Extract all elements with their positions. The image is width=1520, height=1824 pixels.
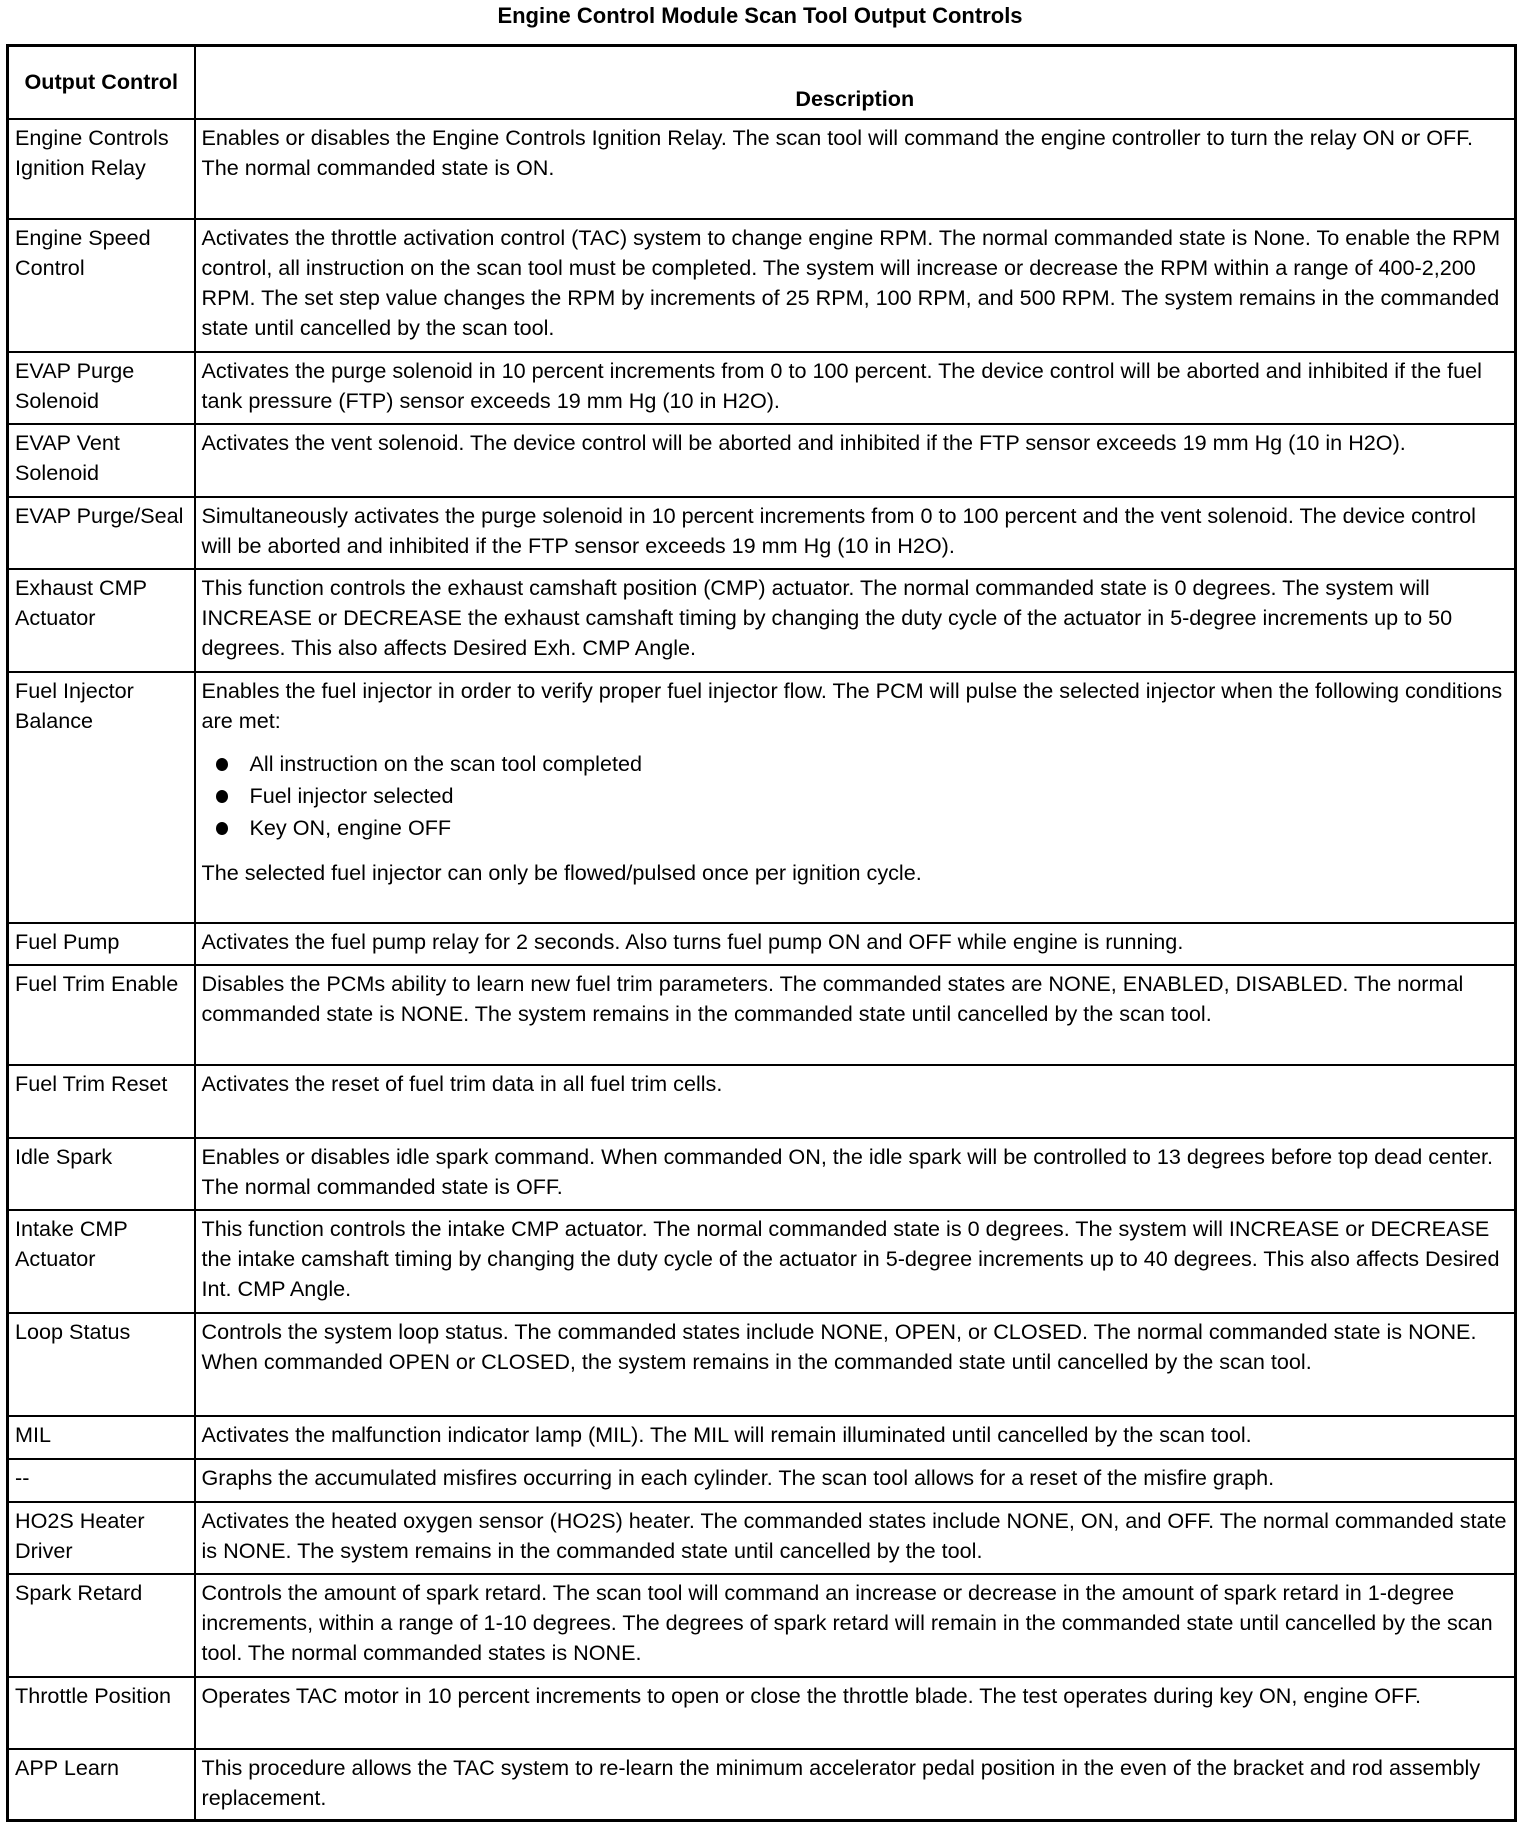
output-controls-table [6, 44, 1517, 1822]
description-cell: Activates the malfunction indicator lamp (MIL). The MIL will remain illuminated until cancelled by the scan tool. [195, 1416, 1516, 1459]
header-output-control: Output Control [8, 46, 195, 119]
output-control-cell: Loop Status [8, 1313, 195, 1416]
output-control-cell: APP Learn [8, 1749, 195, 1821]
table-row [8, 119, 1516, 219]
output-control-cell: Exhaust CMP Actuator [8, 569, 195, 672]
output-control-cell: Fuel Trim Reset [8, 1065, 195, 1138]
description-cell: Controls the amount of spark retard. The scan tool will command an increase or decrease in the amount of spark retard in 1-degree increments, within a range of 1-10 degrees. The degrees of spark retard will remain in the commanded state until cancelled by the scan tool. The normal commanded states is NONE. [195, 1574, 1516, 1677]
description-cell: Activates the fuel pump relay for 2 seconds. Also turns fuel pump ON and OFF while engine is running. [195, 923, 1516, 965]
output-control-cell: -- [8, 1459, 195, 1502]
table-row [8, 569, 1516, 672]
description-cell: Enables or disables the Engine Controls Ignition Relay. The scan tool will command the engine controller to turn the relay ON or OFF. The normal commanded state is ON. [195, 119, 1516, 219]
description-text: Enables the fuel injector in order to verify proper fuel injector flow. The PCM will pulse the selected injector when the following conditions are met: [201, 677, 1503, 733]
description-cell: This function controls the intake CMP actuator. The normal commanded state is 0 degrees. The system will INCREASE or DECREASE the intake camshaft timing by changing the duty cycle of the actuator in 5-degree increments up to 40 degrees. This also affects Desired Int. CMP Angle. [195, 1210, 1516, 1313]
output-control-cell: EVAP Purge/Seal [8, 497, 195, 569]
header-row [8, 46, 1516, 119]
description-cell: This procedure allows the TAC system to re-learn the minimum accelerator pedal position in the even of the bracket and rod assembly replacement. [195, 1749, 1516, 1821]
description-cell: Activates the reset of fuel trim data in all fuel trim cells. [195, 1065, 1516, 1138]
description-cell: This function controls the exhaust camshaft position (CMP) actuator. The normal commanded state is 0 degrees. The system will INCREASE or DECREASE the exhaust camshaft timing by changing the duty cycle of the actuator in 5-degree increments up to 50 degrees. This also affects Desired Exh. CMP Angle. [195, 569, 1516, 672]
description-cell [195, 672, 1516, 923]
description-cell: Activates the vent solenoid. The device control will be aborted and inhibited if the FTP sensor exceeds 19 mm Hg (10 in H2O). [195, 424, 1516, 497]
table-row [8, 923, 1516, 965]
output-control-cell: Throttle Position [8, 1677, 195, 1749]
condition-item: Key ON, engine OFF [250, 812, 1509, 844]
condition-list [202, 748, 1509, 844]
description-cell: Operates TAC motor in 10 percent increments to open or close the throttle blade. The test operates during key ON, engine OFF. [195, 1677, 1516, 1749]
table-row [8, 1416, 1516, 1459]
table-row [8, 1313, 1516, 1416]
description-cell: Activates the purge solenoid in 10 percent increments from 0 to 100 percent. The device control will be aborted and inhibited if the fuel tank pressure (FTP) sensor exceeds 19 mm Hg (10 in H2O). [195, 352, 1516, 424]
output-control-cell: Engine Speed Control [8, 219, 195, 352]
output-control-cell: Fuel Injector Balance [8, 672, 195, 923]
condition-item: All instruction on the scan tool completed [250, 748, 1509, 780]
table-row [8, 352, 1516, 424]
table-row [8, 1065, 1516, 1138]
table-row [8, 965, 1516, 1065]
table-title: Engine Control Module Scan Tool Output Controls [497, 3, 1023, 28]
output-control-cell: EVAP Purge Solenoid [8, 352, 195, 424]
header-description: Description [195, 46, 1516, 119]
output-control-cell: Fuel Pump [8, 923, 195, 965]
description-footer: The selected fuel injector can only be flowed/pulsed once per ignition cycle. [201, 859, 922, 885]
output-control-cell: Spark Retard [8, 1574, 195, 1677]
table-row [8, 1138, 1516, 1210]
table-row [8, 497, 1516, 569]
output-control-cell: Fuel Trim Enable [8, 965, 195, 1065]
output-control-cell: Engine Controls Ignition Relay [8, 119, 195, 219]
table-row [8, 424, 1516, 497]
output-control-cell: EVAP Vent Solenoid [8, 424, 195, 497]
description-cell: Activates the heated oxygen sensor (HO2S) heater. The commanded states include NONE, ON, and OFF. The normal commanded state is NONE. The system remains in the commanded state until cancelled by the tool. [195, 1502, 1516, 1574]
table-row [8, 672, 1516, 923]
table-row [8, 1574, 1516, 1677]
description-cell: Enables or disables idle spark command. When commanded ON, the idle spark will be controlled to 13 degrees before top dead center. The normal commanded state is OFF. [195, 1138, 1516, 1210]
description-cell: Graphs the accumulated misfires occurring in each cylinder. The scan tool allows for a reset of the misfire graph. [195, 1459, 1516, 1502]
condition-item: Fuel injector selected [250, 780, 1509, 812]
output-control-cell: HO2S Heater Driver [8, 1502, 195, 1574]
table-row [8, 1459, 1516, 1502]
table-row [8, 1210, 1516, 1313]
description-cell: Disables the PCMs ability to learn new fuel trim parameters. The commanded states are NONE, ENABLED, DISABLED. The normal commanded state is NONE. The system remains in the commanded state until cancelled by the scan tool. [195, 965, 1516, 1065]
output-control-cell: Intake CMP Actuator [8, 1210, 195, 1313]
description-cell: Controls the system loop status. The commanded states include NONE, OPEN, or CLOSED. The normal commanded state is NONE. When commanded OPEN or CLOSED, the system remains in the commanded state until cancelled by the scan tool. [195, 1313, 1516, 1416]
description-cell: Simultaneously activates the purge solenoid in 10 percent increments from 0 to 100 percent and the vent solenoid. The device control will be aborted and inhibited if the FTP sensor exceeds 19 mm Hg (10 in H2O). [195, 497, 1516, 569]
table-row [8, 1677, 1516, 1749]
table-row [8, 219, 1516, 352]
description-cell: Activates the throttle activation control (TAC) system to change engine RPM. The normal commanded state is None. To enable the RPM control, all instruction on the scan tool must be completed. The system will increase or decrease the RPM within a range of 400-2,200 RPM. The set step value changes the RPM by increments of 25 RPM, 100 RPM, and 500 RPM. The system remains in the commanded state until cancelled by the scan tool. [195, 219, 1516, 352]
table-row [8, 1502, 1516, 1574]
output-control-cell: Idle Spark [8, 1138, 195, 1210]
output-control-cell: MIL [8, 1416, 195, 1459]
table-row [8, 1749, 1516, 1821]
